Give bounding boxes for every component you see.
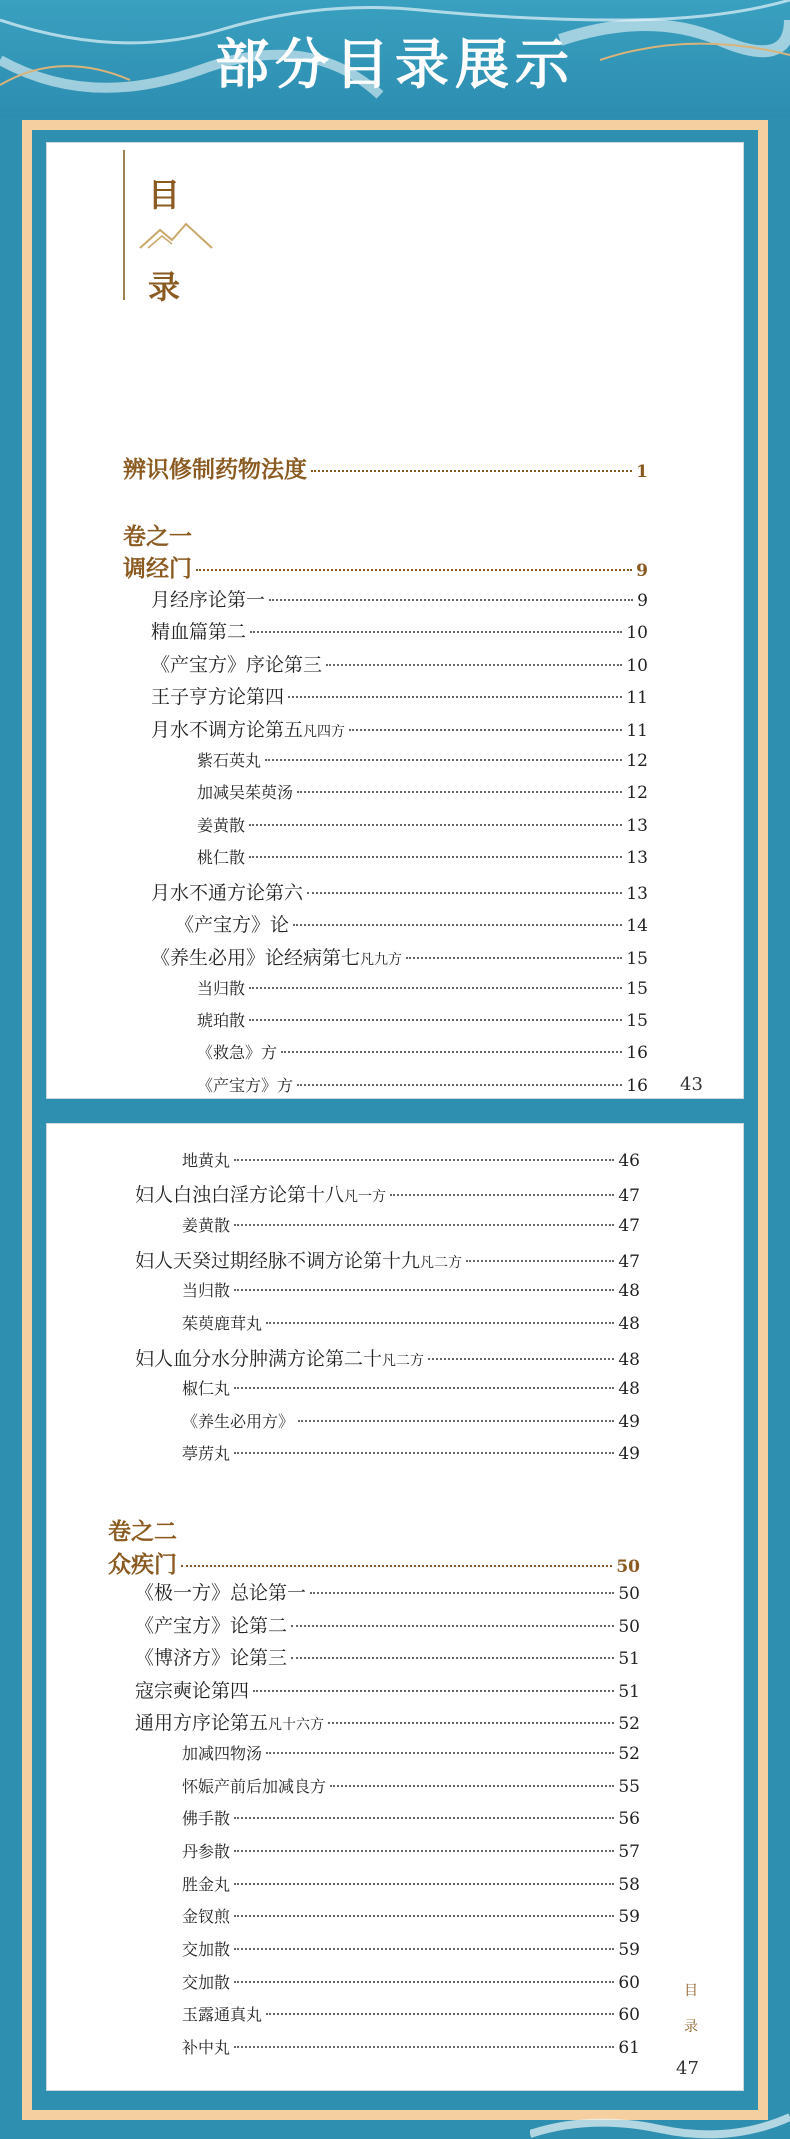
toc-entry bbox=[135, 1708, 640, 1735]
toc-page-number: 48 bbox=[618, 1314, 640, 1334]
toc-entry bbox=[197, 976, 648, 999]
toc-entry-title: 众疾门 bbox=[108, 1551, 177, 1578]
toc-page-number: 14 bbox=[626, 916, 648, 936]
leader-dots bbox=[266, 2013, 614, 2015]
side-label-1: 目 bbox=[684, 1983, 698, 1999]
toc-entry-title: 《极一方》总论第一 bbox=[135, 1582, 307, 1604]
toc-entry-title: 调经门 bbox=[123, 555, 192, 582]
toc-section-heading bbox=[123, 518, 648, 551]
toc-entry-title: 月水不通方论第六 bbox=[151, 882, 304, 904]
leader-dots bbox=[249, 1019, 622, 1021]
toc-entry-title: 精血篇第二 bbox=[151, 621, 247, 643]
toc-entry-title: 妇人天癸过期经脉不调方论第十九 bbox=[135, 1250, 421, 1272]
leader-dots bbox=[349, 729, 622, 731]
mountain-ornament-icon bbox=[138, 220, 214, 256]
toc-title-char-2: 录 bbox=[148, 268, 181, 306]
toc-entry-title: 《博济方》论第三 bbox=[135, 1647, 288, 1669]
toc-entry bbox=[182, 1441, 640, 1464]
toc-page-number: 60 bbox=[618, 2005, 640, 2025]
leader-dots bbox=[281, 1051, 622, 1053]
toc-page-number: 57 bbox=[618, 1842, 640, 1862]
toc-page-number: 50 bbox=[616, 1557, 640, 1577]
toc-entry-title: 紫石英丸 bbox=[197, 751, 262, 770]
leader-dots bbox=[234, 1289, 614, 1291]
leader-dots bbox=[234, 1387, 614, 1389]
leader-dots bbox=[234, 1981, 614, 1983]
toc-entry bbox=[135, 1246, 640, 1273]
toc-page-number: 50 bbox=[618, 1617, 640, 1637]
toc-entry-subtitle: 凡二方 bbox=[420, 1255, 463, 1271]
toc-page-number: 9 bbox=[636, 561, 648, 581]
toc-entry-title: 丹参散 bbox=[182, 1842, 231, 1861]
title-rule bbox=[123, 150, 125, 300]
toc-entry bbox=[135, 1676, 640, 1703]
toc-entry-title: 椒仁丸 bbox=[182, 1379, 231, 1398]
toc-page-number: 47 bbox=[618, 1252, 640, 1272]
toc-entry bbox=[197, 1073, 648, 1096]
toc-page-number: 59 bbox=[618, 1907, 640, 1927]
toc-entry bbox=[175, 910, 648, 937]
toc-entry-title: 《产宝方》论第二 bbox=[135, 1615, 288, 1637]
leader-dots bbox=[234, 1883, 614, 1885]
toc-page-number: 11 bbox=[626, 688, 648, 708]
leader-dots bbox=[328, 1722, 614, 1724]
toc-entry-title: 加减四物汤 bbox=[182, 1744, 263, 1763]
leader-dots bbox=[234, 1850, 614, 1852]
leader-dots bbox=[291, 1625, 614, 1627]
leader-dots bbox=[234, 2046, 614, 2048]
toc-page-number: 52 bbox=[618, 1714, 640, 1734]
toc-entry bbox=[197, 1008, 648, 1031]
leader-dots bbox=[266, 1752, 614, 1754]
leader-dots bbox=[196, 569, 632, 571]
leader-dots bbox=[265, 759, 622, 761]
toc-entry bbox=[135, 1344, 640, 1371]
leader-dots bbox=[269, 599, 633, 601]
toc-entry bbox=[135, 1611, 640, 1638]
leader-dots bbox=[466, 1260, 614, 1262]
toc-page-number: 15 bbox=[626, 1011, 648, 1031]
toc-entry-title: 地黄丸 bbox=[182, 1151, 231, 1170]
toc-page-number: 51 bbox=[618, 1682, 640, 1702]
leader-dots bbox=[326, 664, 622, 666]
leader-dots bbox=[293, 924, 622, 926]
toc-page-number: 46 bbox=[618, 1151, 640, 1171]
toc-entry-title: 佛手散 bbox=[182, 1809, 231, 1828]
toc-entry-title: 补中丸 bbox=[182, 2038, 231, 2057]
leader-dots bbox=[406, 957, 622, 959]
toc-entry bbox=[182, 1741, 640, 1764]
toc-page-number: 15 bbox=[626, 979, 648, 999]
toc-entry bbox=[182, 1970, 640, 1993]
toc-entry bbox=[197, 813, 648, 836]
toc-entry-subtitle: 凡九方 bbox=[360, 952, 403, 968]
toc-entry-title: 《救急》方 bbox=[197, 1043, 278, 1062]
toc-entry-title: 《养生必用》论经病第七 bbox=[151, 947, 361, 969]
toc-entry bbox=[182, 1148, 640, 1171]
toc-entry bbox=[182, 1311, 640, 1334]
toc-entry-title: 《产宝方》论 bbox=[175, 914, 290, 936]
toc-title-char-1: 目 bbox=[148, 176, 181, 214]
toc-page-number: 60 bbox=[618, 1973, 640, 1993]
leader-dots bbox=[234, 1915, 614, 1917]
toc-entry bbox=[182, 1904, 640, 1927]
header-title: 部分目录展示 bbox=[215, 33, 575, 96]
toc-entry-title: 琥珀散 bbox=[197, 1011, 246, 1030]
toc-entry-title: 卷之二 bbox=[108, 1518, 177, 1545]
toc-page-number: 12 bbox=[626, 783, 648, 803]
toc-entry-title: 《产宝方》方 bbox=[197, 1076, 294, 1095]
toc-entry-title: 桃仁散 bbox=[197, 848, 246, 867]
leader-dots bbox=[266, 1322, 614, 1324]
page-divider bbox=[46, 1103, 744, 1119]
leader-dots bbox=[250, 631, 622, 633]
toc-page-number: 50 bbox=[618, 1584, 640, 1604]
toc-page-number: 49 bbox=[618, 1412, 640, 1432]
toc-entry bbox=[182, 1213, 640, 1236]
leader-dots bbox=[310, 1592, 614, 1594]
toc-entry-title: 月水不调方论第五 bbox=[151, 719, 304, 741]
page-number: 43 bbox=[680, 1074, 703, 1095]
leader-dots bbox=[234, 1817, 614, 1819]
toc-entry-subtitle: 凡四方 bbox=[303, 724, 346, 740]
toc-page-number: 48 bbox=[618, 1379, 640, 1399]
toc-page-number: 13 bbox=[626, 816, 648, 836]
page-number: 47 bbox=[676, 2058, 699, 2079]
toc-entry-title: 交加散 bbox=[182, 1973, 231, 1992]
toc-entry-title: 交加散 bbox=[182, 1940, 231, 1959]
toc-entry-title: 金钗煎 bbox=[182, 1907, 231, 1926]
toc-entry-title: 《养生必用方》 bbox=[182, 1412, 295, 1431]
toc-page-number: 48 bbox=[618, 1350, 640, 1370]
side-label-2: 录 bbox=[684, 2019, 698, 2035]
toc-entry-subtitle: 凡十六方 bbox=[268, 1717, 325, 1733]
toc-entry-title: 月经序论第一 bbox=[151, 589, 266, 611]
toc-page-number: 10 bbox=[626, 623, 648, 643]
toc-entry bbox=[197, 845, 648, 868]
leader-dots bbox=[307, 892, 622, 894]
toc-page-number: 13 bbox=[626, 848, 648, 868]
toc-page-number: 52 bbox=[618, 1744, 640, 1764]
leader-dots bbox=[330, 1785, 614, 1787]
toc-entry bbox=[151, 943, 648, 970]
toc-page-number: 48 bbox=[618, 1281, 640, 1301]
leader-dots bbox=[288, 696, 622, 698]
toc-entry bbox=[182, 2002, 640, 2025]
leader-dots bbox=[298, 1420, 614, 1422]
toc-entry bbox=[197, 748, 648, 771]
toc-entry bbox=[197, 780, 648, 803]
toc-entry-title: 妇人血分水分肿满方论第二十 bbox=[135, 1348, 383, 1370]
toc-page-number: 47 bbox=[618, 1186, 640, 1206]
toc-entry-subtitle: 凡一方 bbox=[344, 1189, 387, 1205]
toc-entry bbox=[135, 1643, 640, 1670]
leader-dots bbox=[249, 856, 622, 858]
toc-page-number: 61 bbox=[618, 2038, 640, 2058]
toc-page-number: 16 bbox=[626, 1043, 648, 1063]
toc-page-number: 11 bbox=[626, 721, 648, 741]
toc-page-number: 58 bbox=[618, 1875, 640, 1895]
toc-entry bbox=[135, 1180, 640, 1207]
toc-entry bbox=[151, 585, 648, 612]
toc-entry bbox=[151, 878, 648, 905]
leader-dots bbox=[234, 1224, 614, 1226]
leader-dots bbox=[234, 1159, 614, 1161]
toc-page-number: 47 bbox=[618, 1216, 640, 1236]
toc-entry-title: 姜黄散 bbox=[182, 1216, 231, 1235]
leader-dots bbox=[181, 1565, 612, 1567]
toc-section-heading bbox=[108, 1546, 640, 1579]
toc-entry-title: 《产宝方》序论第三 bbox=[151, 654, 323, 676]
toc-entry bbox=[182, 1806, 640, 1829]
toc-page-number: 55 bbox=[618, 1777, 640, 1797]
toc-entry-title: 当归散 bbox=[197, 979, 246, 998]
toc-page-number: 10 bbox=[626, 656, 648, 676]
toc-section-heading bbox=[123, 451, 648, 484]
toc-page-number: 56 bbox=[618, 1809, 640, 1829]
toc-entry bbox=[182, 1937, 640, 1960]
toc-entry bbox=[197, 1040, 648, 1063]
toc-page-number: 1 bbox=[636, 462, 648, 482]
toc-entry bbox=[151, 617, 648, 644]
toc-entry-title: 通用方序论第五 bbox=[135, 1712, 269, 1734]
toc-entry bbox=[182, 1409, 640, 1432]
toc-entry bbox=[151, 715, 648, 742]
page-header bbox=[0, 0, 790, 118]
toc-entry-title: 妇人白浊白淫方论第十八 bbox=[135, 1184, 345, 1206]
leader-dots bbox=[291, 1657, 614, 1659]
toc-entry-title: 王子亨方论第四 bbox=[151, 686, 285, 708]
toc-entry-title: 寇宗奭论第四 bbox=[135, 1680, 250, 1702]
leader-dots bbox=[297, 1084, 622, 1086]
toc-section-heading bbox=[108, 1513, 640, 1546]
toc-page-number: 16 bbox=[626, 1076, 648, 1096]
leader-dots bbox=[311, 470, 632, 472]
toc-entry-title: 茱萸鹿茸丸 bbox=[182, 1314, 263, 1333]
toc-entry bbox=[151, 650, 648, 677]
toc-entry bbox=[151, 682, 648, 709]
leader-dots bbox=[390, 1194, 614, 1196]
leader-dots bbox=[234, 1452, 614, 1454]
toc-entry-title: 辨识修制药物法度 bbox=[123, 456, 307, 483]
toc-page-number: 13 bbox=[626, 884, 648, 904]
toc-page-number: 9 bbox=[637, 591, 648, 611]
toc-entry-title: 姜黄散 bbox=[197, 816, 246, 835]
toc-section-heading bbox=[123, 550, 648, 583]
toc-page-number: 12 bbox=[626, 751, 648, 771]
toc-entry bbox=[182, 2035, 640, 2058]
toc-entry-title: 加减吴茱萸汤 bbox=[197, 783, 294, 802]
toc-page-number: 15 bbox=[626, 949, 648, 969]
leader-dots bbox=[249, 824, 622, 826]
toc-entry-subtitle: 凡二方 bbox=[382, 1353, 425, 1369]
toc-entry bbox=[182, 1872, 640, 1895]
toc-entry bbox=[182, 1278, 640, 1301]
toc-entry bbox=[182, 1774, 640, 1797]
leader-dots bbox=[234, 1948, 614, 1950]
toc-entry-title: 卷之一 bbox=[123, 523, 192, 550]
leader-dots bbox=[249, 987, 622, 989]
toc-entry-title: 怀娠产前后加减良方 bbox=[182, 1777, 327, 1796]
toc-entry-title: 玉露通真丸 bbox=[182, 2005, 263, 2024]
toc-entry-title: 葶苈丸 bbox=[182, 1444, 231, 1463]
leader-dots bbox=[428, 1358, 614, 1360]
toc-page-number: 49 bbox=[618, 1444, 640, 1464]
toc-page-number: 51 bbox=[618, 1649, 640, 1669]
toc-entry bbox=[182, 1376, 640, 1399]
toc-page-number: 59 bbox=[618, 1940, 640, 1960]
leader-dots bbox=[253, 1690, 614, 1692]
toc-entry bbox=[135, 1578, 640, 1605]
toc-entry-title: 当归散 bbox=[182, 1281, 231, 1300]
toc-entry bbox=[182, 1839, 640, 1862]
toc-entry-title: 胜金丸 bbox=[182, 1875, 231, 1894]
leader-dots bbox=[297, 791, 622, 793]
decorative-wave bbox=[530, 2109, 790, 2139]
